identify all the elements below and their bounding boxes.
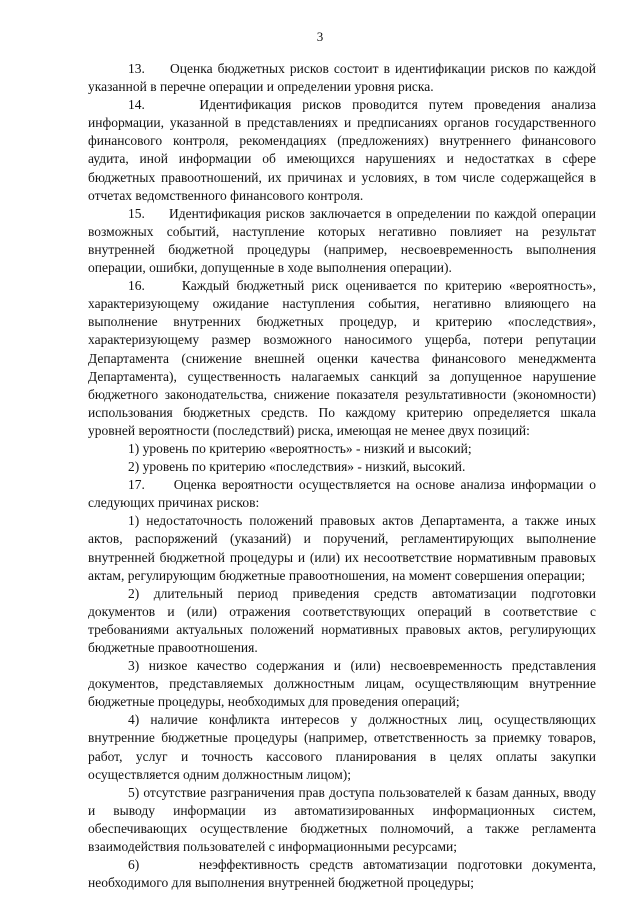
list-item-cause-4: 4) наличие конфликта интересов у должностных лиц, осуществляющих внутренние бюджетные процедуры (например, ответственность за приемку товаров, работ, услуг и точность кассового планирования в целях оплаты закупки осуществляется одним должностным лицом); — [88, 712, 596, 782]
paragraph-17: 17. Оценка вероятности осуществляется на основе анализа информации о следующих причинах рисков: — [88, 477, 596, 511]
paragraph-15: 15. Идентификация рисков заключается в определении по каждой операции возможных событий, наступление которых негативно повлияет на результат внутренней бюджетной процедуры (например, несвоевременность выполнения операции, ошибки, допущенные в ходе выполнения операции). — [88, 205, 596, 276]
list-item-cause-1: 1) недостаточность положений правовых актов Департамента, а также иных актов, распоряжений (указаний) и поручений, регламентирующих выполнение внутренней бюджетной процедуры и (или) их несоответствие нормативным правовых актам, регулирующим бюджетные правоотношения, на момент совершения операции; — [88, 513, 596, 583]
paragraph-14: 14. Идентификация рисков проводится путем проведения анализа информации, указанной в представлениях и предписаниях органов государственного финансового контроля, рекомендациях (предложениях) внутреннего финансового аудита, иной информации об имеющихся нарушениях и недостатках в сфере бюджетных правоотношений, их причинах и условиях, в том числе содержащейся в отчетах ведомственного финансового контроля. — [88, 97, 596, 203]
list-item-cause-2: 2) длительный период приведения средств автоматизации подготовки документов и (или) отражения соответствующих операций в соответствие с требованиями актуальных положений нормативных правовых актов, регулирующих бюджетные правоотношения. — [88, 585, 596, 655]
list-item-probability-level: 1) уровень по критерию «вероятность» - низкий и высокий; — [128, 440, 472, 456]
paragraph-13: 13. Оценка бюджетных рисков состоит в идентификации рисков по каждой указанной в перечне операции и определении уровня риска. — [88, 61, 596, 95]
paragraph-16: 16. Каждый бюджетный риск оценивается по критерию «вероятность», характеризующему ожидание наступления события, негативно влияющего на выполнение внутренних бюджетных процедур, и критерию «последствия», характеризующему размер возможного наносимого ущерба, потери репутации Департамента (снижение внешней оценки качества финансового менеджмента Департамента), существенность налагаемых санкций за допущенное нарушение бюджетного законодательства, снижение показателя результативности (экономности) использования бюджетных средств. По каждому критерию определяется шкала уровней вероятности (последствий) риска, имеющая не менее двух позиций: — [88, 278, 596, 438]
list-item-cause-6: 6) неэффективность средств автоматизации подготовки документа, необходимого для выполнения внутренней бюджетной процедуры; — [88, 857, 596, 891]
list-item-cause-3: 3) низкое качество содержания и (или) несвоевременность представления документов, представляемых должностным лицам, осуществляющим внутренние бюджетные процедуры, необходимых для проведения операций; — [88, 658, 596, 710]
page-number: 3 — [316, 29, 324, 44]
list-item-cause-5: 5) отсутствие разграничения прав доступа пользователей к базам данных, вводу и выводу информации из автоматизированных информационных систем, обеспечивающих осуществление бюджетных полномочий, а также регламента взаимодействия пользователей с информационными ресурсами; — [88, 784, 596, 855]
list-item-consequence-level: 2) уровень по критерию «последствия» - низкий, высокий. — [128, 459, 466, 475]
document-body — [88, 60, 596, 892]
